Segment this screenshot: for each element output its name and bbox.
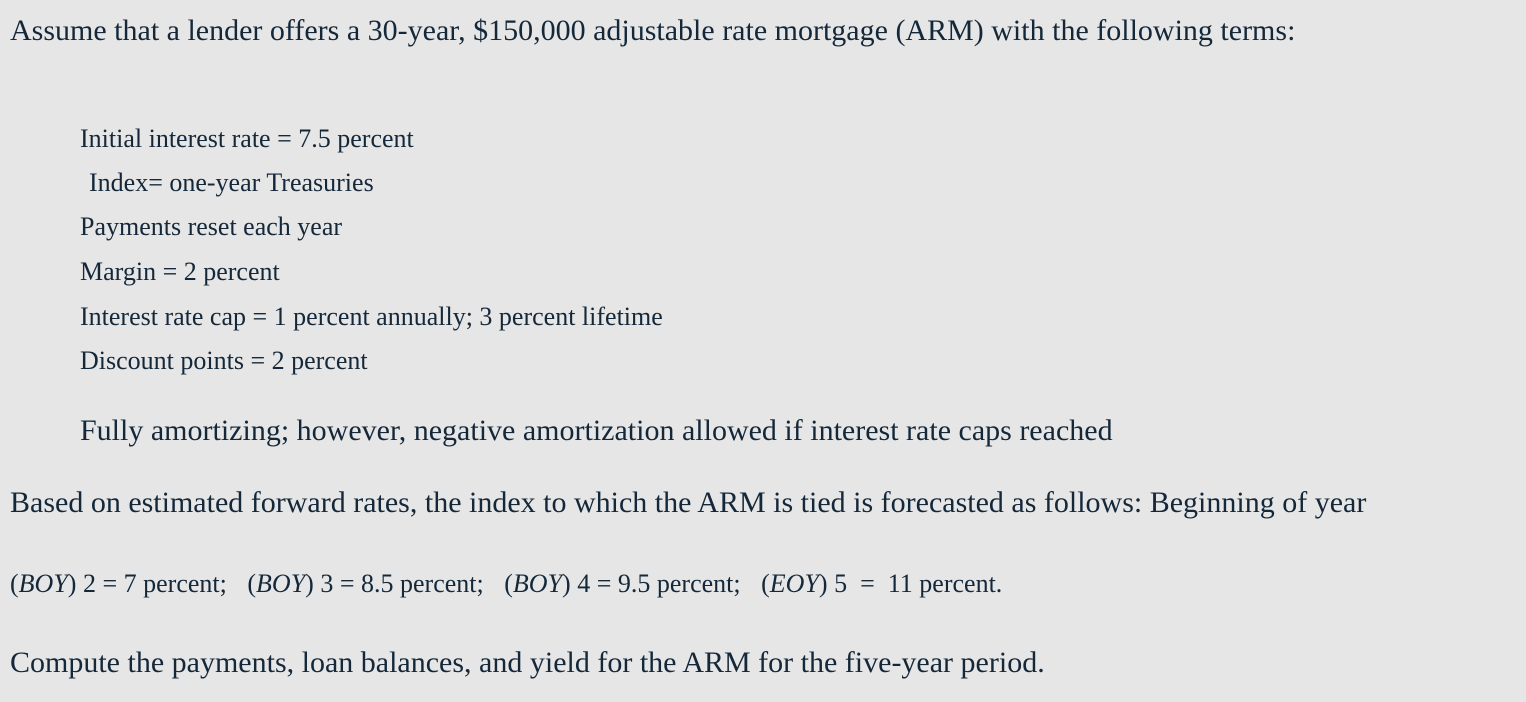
forecast-item: (BOY) 2 = 7 percent; [10,569,227,598]
amortization-note: Fully amortizing; however, negative amortization allowed if interest rate caps reached [80,414,1113,447]
term-rate-cap: Interest rate cap = 1 percent annually; 3 percent lifetime [80,302,663,331]
term-index: Index= one-year Treasuries [89,168,374,197]
term-payment-reset: Payments reset each year [80,212,343,241]
forecast-item: (BOY) 3 = 8.5 percent; [247,569,484,598]
forecast-equations [10,571,1002,597]
forecast-item: (BOY) 4 = 9.5 percent; [504,569,741,598]
forecast-intro: Based on estimated forward rates, the index to which the ARM is tied is forecasted as follows: Beginning of year [10,486,1367,519]
term-initial-rate: Initial interest rate = 7.5 percent [80,124,414,153]
term-discount-points: Discount points = 2 percent [80,346,368,375]
question-text: Compute the payments, loan balances, and yield for the ARM for the five-year period. [10,646,1045,679]
intro-text: Assume that a lender offers a 30-year, $150,000 adjustable rate mortgage (ARM) with the following terms: [10,14,1296,47]
forecast-item: (EOY) 5 = 11 percent. [761,569,1003,598]
term-margin: Margin = 2 percent [80,257,280,286]
